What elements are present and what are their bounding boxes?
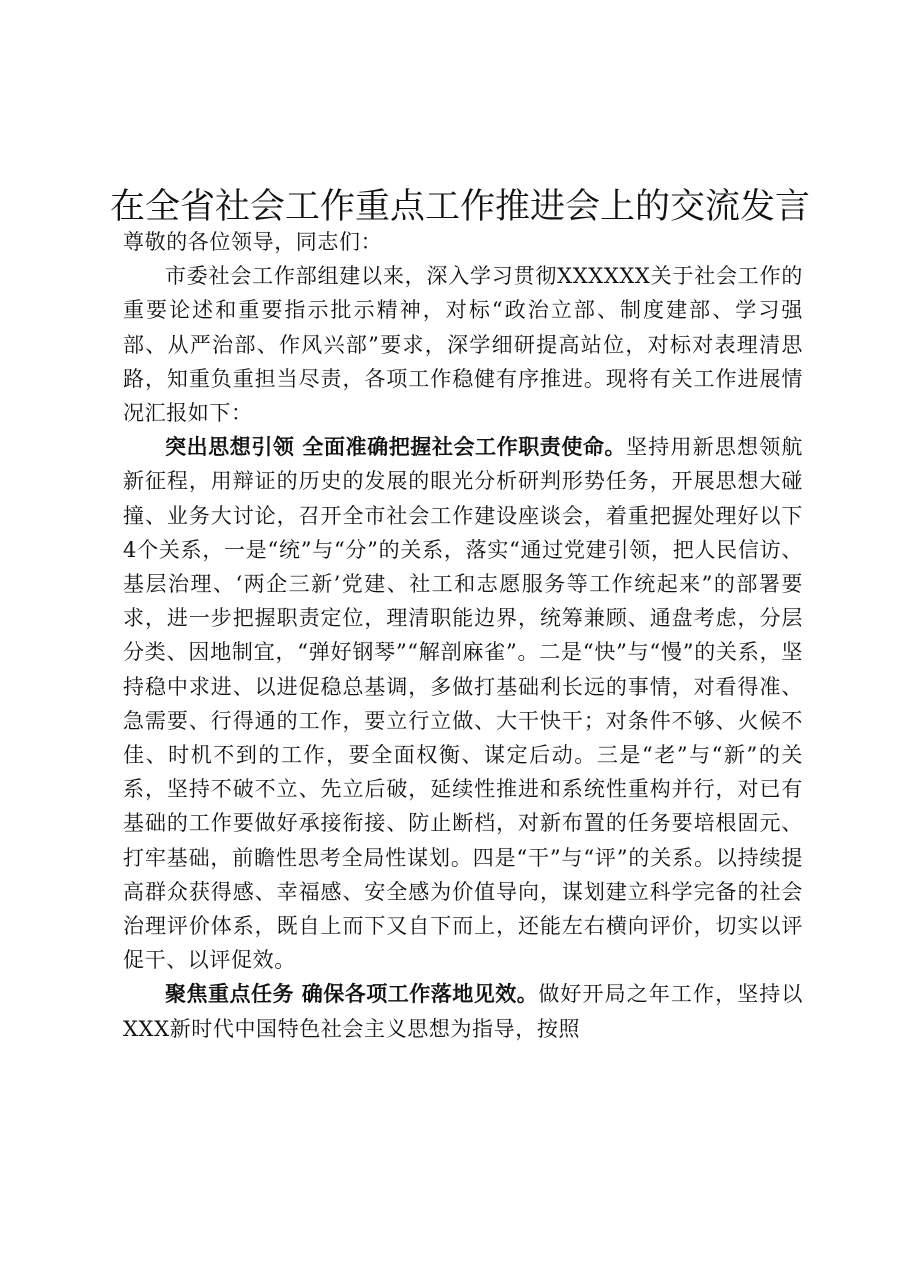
salutation: 尊敬的各位领导，同志们：: [123, 230, 383, 254]
paragraph-intro: [123, 259, 803, 430]
paragraph-key-tasks: [123, 977, 803, 1045]
paragraph-body-text: 做好开局之年工作，坚持以XXX新时代中国特色社会主义思想为指导，按照: [123, 982, 804, 1041]
document-title: 在全省社会工作重点工作推进会上的交流发言: [109, 187, 810, 228]
paragraph-lead-heading: 突出思想引领 全面准确把握社会工作职责使命。: [165, 435, 627, 460]
document-body: [123, 225, 803, 1046]
paragraph-intro-text: 市委社会工作部组建以来，深入学习贯彻XXXXXX关于社会工作的重要论述和重要指示批示精神，对标“政治立部、制度建部、学习强部、从严治部、作风兴部”要求，深学细研提高站位，对标对表理清思路，知重负重担当尽责，各项工作稳健有序推进。现将有关工作进展情况汇报如下：: [123, 264, 803, 426]
paragraph-body-text: 坚持用新思想领航新征程，用辩证的历史的发展的眼光分析研判形势任务，开展思想大碰撞、业务大讨论，召开全市社会工作建设座谈会，着重把握处理好以下4个关系，一是“统”与“分”的关系，落实“通过党建引领，把人民信访、基层治理、‘两企三新’党建、社工和志愿服务等工作统起来”的部署要求，进一步把握职责定位，理清职能边界，统筹兼顾、通盘考虑，分层分类、因地制宜，“弹好钢琴”“解剖麻雀”。二是“快”与“慢”的关系，坚持稳中求进、以进促稳总基调，多做打基础利长远的事情，对看得准、急需要、行得通的工作，要立行立做、大干快干；对条件不够、火候不佳、时机不到的工作，要全面权衡、谋定后动。三是“老”与“新”的关系，坚持不破不立、先立后破，延续性推进和系统性重构并行，对已有基础的工作要做好承接衔接、防止断档，对新布置的任务要培根固元、打牢基础，前瞻性思考全局性谋划。四是“干”与“评”的关系。以持续提高群众获得感、幸福感、安全感为价值导向，谋划建立科学完备的社会治理评价体系，既自上而下又自下而上，还能左右横向评价，切实以评促干、以评促效。: [123, 435, 803, 973]
paragraph-lead-heading: 聚焦重点任务 确保各项工作落地见效。: [165, 982, 539, 1007]
paragraph-thought-guidance: [123, 430, 803, 977]
